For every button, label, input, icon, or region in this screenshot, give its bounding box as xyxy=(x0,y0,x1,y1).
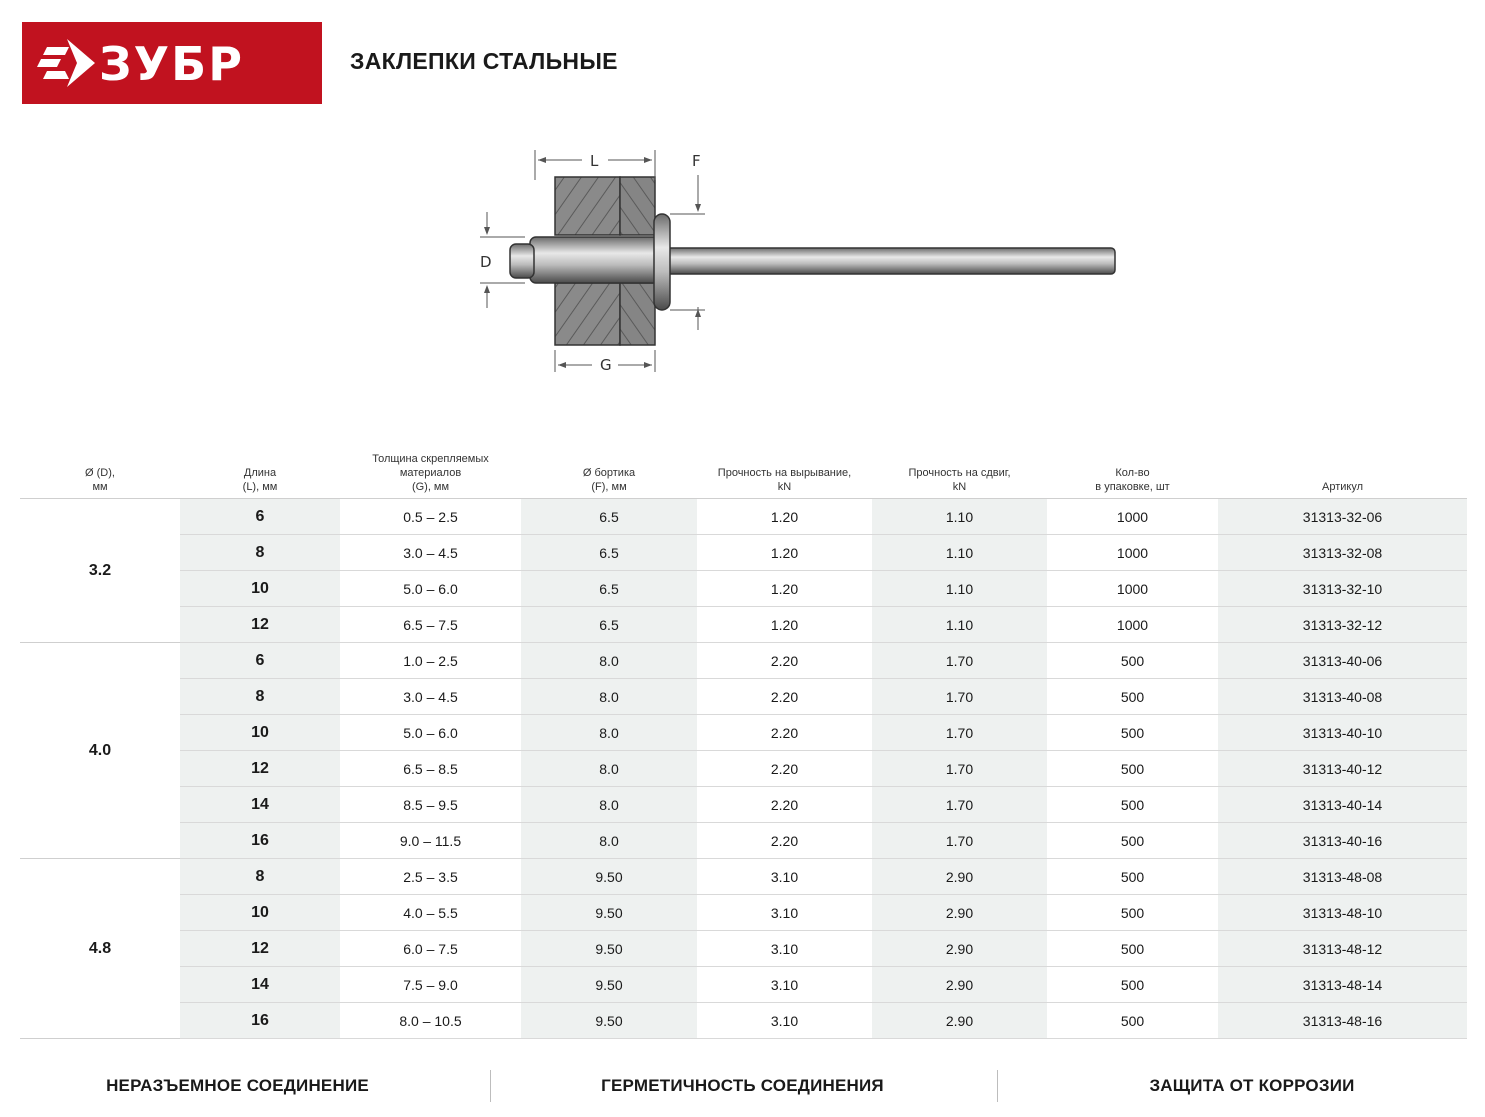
flange-diameter-cell: 6.5 xyxy=(521,607,697,643)
article-number-cell: 31313-48-14 xyxy=(1218,967,1467,1003)
flange-diameter-cell: 8.0 xyxy=(521,823,697,859)
pack-quantity-cell: 500 xyxy=(1047,931,1218,967)
flange-diameter-cell: 6.5 xyxy=(521,499,697,535)
length-cell: 8 xyxy=(180,679,340,715)
col-header-quantity: Кол-во в упаковке, шт xyxy=(1047,452,1218,499)
flange-diameter-cell: 6.5 xyxy=(521,535,697,571)
diameter-cell: 4.8 xyxy=(20,859,180,1039)
col-header-shear: Прочность на сдвиг, kN xyxy=(872,452,1047,499)
shear-strength-cell: 1.10 xyxy=(872,535,1047,571)
article-number-cell: 31313-48-12 xyxy=(1218,931,1467,967)
diameter-cell: 3.2 xyxy=(20,499,180,643)
article-number-cell: 31313-40-06 xyxy=(1218,643,1467,679)
feature-permanent-joint: НЕРАЗЪЕМНОЕ СОЕДИНЕНИЕ xyxy=(106,1076,369,1095)
article-number-cell: 31313-40-08 xyxy=(1218,679,1467,715)
pack-quantity-cell: 1000 xyxy=(1047,571,1218,607)
grip-range-cell: 6.5 – 8.5 xyxy=(340,751,521,787)
length-cell: 10 xyxy=(180,895,340,931)
grip-range-cell: 7.5 – 9.0 xyxy=(340,967,521,1003)
article-number-cell: 31313-40-16 xyxy=(1218,823,1467,859)
pack-quantity-cell: 500 xyxy=(1047,1003,1218,1039)
tensile-strength-cell: 3.10 xyxy=(697,967,872,1003)
length-cell: 10 xyxy=(180,571,340,607)
pack-quantity-cell: 1000 xyxy=(1047,535,1218,571)
brand-name: ЗУБР xyxy=(99,37,244,91)
tensile-strength-cell: 1.20 xyxy=(697,535,872,571)
shear-strength-cell: 1.10 xyxy=(872,607,1047,643)
pack-quantity-cell: 500 xyxy=(1047,859,1218,895)
dim-label-g: G xyxy=(600,356,612,374)
article-number-cell: 31313-32-10 xyxy=(1218,571,1467,607)
length-cell: 10 xyxy=(180,715,340,751)
tensile-strength-cell: 3.10 xyxy=(697,931,872,967)
table-row xyxy=(20,967,1467,1003)
grip-range-cell: 4.0 – 5.5 xyxy=(340,895,521,931)
flange-diameter-cell: 6.5 xyxy=(521,571,697,607)
length-cell: 8 xyxy=(180,535,340,571)
features-bar xyxy=(0,1066,1485,1106)
shear-strength-cell: 2.90 xyxy=(872,859,1047,895)
flange-diameter-cell: 8.0 xyxy=(521,643,697,679)
shear-strength-cell: 1.70 xyxy=(872,679,1047,715)
pack-quantity-cell: 500 xyxy=(1047,715,1218,751)
length-cell: 6 xyxy=(180,499,340,535)
grip-range-cell: 8.5 – 9.5 xyxy=(340,787,521,823)
shear-strength-cell: 2.90 xyxy=(872,895,1047,931)
tensile-strength-cell: 3.10 xyxy=(697,859,872,895)
pack-quantity-cell: 500 xyxy=(1047,751,1218,787)
table-row xyxy=(20,1003,1467,1039)
table-row xyxy=(20,823,1467,859)
page-title: ЗАКЛЕПКИ СТАЛЬНЫЕ xyxy=(350,48,618,74)
pack-quantity-cell: 500 xyxy=(1047,967,1218,1003)
shear-strength-cell: 1.10 xyxy=(872,571,1047,607)
grip-range-cell: 3.0 – 4.5 xyxy=(340,679,521,715)
grip-range-cell: 6.5 – 7.5 xyxy=(340,607,521,643)
pack-quantity-cell: 500 xyxy=(1047,787,1218,823)
feature-divider xyxy=(997,1070,998,1102)
col-header-diameter: Ø (D), мм xyxy=(20,452,180,499)
grip-range-cell: 5.0 – 6.0 xyxy=(340,715,521,751)
shear-strength-cell: 2.90 xyxy=(872,931,1047,967)
table-row xyxy=(20,931,1467,967)
table-row xyxy=(20,643,1467,679)
tensile-strength-cell: 1.20 xyxy=(697,499,872,535)
shear-strength-cell: 1.70 xyxy=(872,751,1047,787)
feature-sealed-joint: ГЕРМЕТИЧНОСТЬ СОЕДИНЕНИЯ xyxy=(601,1076,884,1095)
table-row xyxy=(20,751,1467,787)
grip-range-cell: 6.0 – 7.5 xyxy=(340,931,521,967)
col-header-article: Артикул xyxy=(1218,452,1467,499)
col-header-tensile: Прочность на вырывание, kN xyxy=(697,452,872,499)
table-row xyxy=(20,787,1467,823)
table-row xyxy=(20,859,1467,895)
length-cell: 16 xyxy=(180,1003,340,1039)
length-cell: 14 xyxy=(180,787,340,823)
brand-logo xyxy=(22,22,322,104)
tensile-strength-cell: 2.20 xyxy=(697,715,872,751)
tensile-strength-cell: 2.20 xyxy=(697,643,872,679)
article-number-cell: 31313-40-14 xyxy=(1218,787,1467,823)
pack-quantity-cell: 500 xyxy=(1047,823,1218,859)
shear-strength-cell: 1.70 xyxy=(872,823,1047,859)
table-row xyxy=(20,715,1467,751)
grip-range-cell: 1.0 – 2.5 xyxy=(340,643,521,679)
flange-diameter-cell: 9.50 xyxy=(521,1003,697,1039)
tensile-strength-cell: 1.20 xyxy=(697,571,872,607)
flange-diameter-cell: 9.50 xyxy=(521,895,697,931)
zubr-logo-icon xyxy=(37,33,307,93)
tensile-strength-cell: 1.20 xyxy=(697,607,872,643)
spec-table-body xyxy=(20,499,1467,1039)
article-number-cell: 31313-32-08 xyxy=(1218,535,1467,571)
pack-quantity-cell: 1000 xyxy=(1047,499,1218,535)
article-number-cell: 31313-48-10 xyxy=(1218,895,1467,931)
feature-divider xyxy=(490,1070,491,1102)
col-header-grip: Толщина скрепляемых материалов (G), мм xyxy=(340,452,521,499)
spec-table xyxy=(20,452,1467,1039)
table-row xyxy=(20,679,1467,715)
length-cell: 16 xyxy=(180,823,340,859)
rivet-diagram xyxy=(470,140,1130,390)
tensile-strength-cell: 2.20 xyxy=(697,751,872,787)
table-row xyxy=(20,499,1467,535)
flange-diameter-cell: 9.50 xyxy=(521,859,697,895)
tensile-strength-cell: 3.10 xyxy=(697,895,872,931)
shear-strength-cell: 1.10 xyxy=(872,499,1047,535)
article-number-cell: 31313-48-08 xyxy=(1218,859,1467,895)
dim-label-d: D xyxy=(480,253,492,271)
length-cell: 14 xyxy=(180,967,340,1003)
diameter-cell: 4.0 xyxy=(20,643,180,859)
length-cell: 12 xyxy=(180,607,340,643)
table-row xyxy=(20,571,1467,607)
grip-range-cell: 9.0 – 11.5 xyxy=(340,823,521,859)
table-header-row xyxy=(20,452,1467,499)
flange-diameter-cell: 9.50 xyxy=(521,967,697,1003)
flange-diameter-cell: 9.50 xyxy=(521,931,697,967)
shear-strength-cell: 2.90 xyxy=(872,1003,1047,1039)
flange-diameter-cell: 8.0 xyxy=(521,715,697,751)
pack-quantity-cell: 1000 xyxy=(1047,607,1218,643)
tensile-strength-cell: 3.10 xyxy=(697,1003,872,1039)
article-number-cell: 31313-32-12 xyxy=(1218,607,1467,643)
flange-diameter-cell: 8.0 xyxy=(521,751,697,787)
table-row xyxy=(20,895,1467,931)
col-header-flange: Ø бортика (F), мм xyxy=(521,452,697,499)
pack-quantity-cell: 500 xyxy=(1047,643,1218,679)
tensile-strength-cell: 2.20 xyxy=(697,823,872,859)
article-number-cell: 31313-48-16 xyxy=(1218,1003,1467,1039)
feature-corrosion-protection: ЗАЩИТА ОТ КОРРОЗИИ xyxy=(1149,1076,1355,1095)
length-cell: 12 xyxy=(180,931,340,967)
dim-label-f: F xyxy=(692,152,701,170)
article-number-cell: 31313-40-10 xyxy=(1218,715,1467,751)
flange-diameter-cell: 8.0 xyxy=(521,787,697,823)
length-cell: 12 xyxy=(180,751,340,787)
shear-strength-cell: 1.70 xyxy=(872,715,1047,751)
grip-range-cell: 8.0 – 10.5 xyxy=(340,1003,521,1039)
grip-range-cell: 0.5 – 2.5 xyxy=(340,499,521,535)
table-row xyxy=(20,607,1467,643)
dim-label-l: L xyxy=(590,152,599,170)
shear-strength-cell: 1.70 xyxy=(872,787,1047,823)
pack-quantity-cell: 500 xyxy=(1047,679,1218,715)
flange-diameter-cell: 8.0 xyxy=(521,679,697,715)
tensile-strength-cell: 2.20 xyxy=(697,679,872,715)
pack-quantity-cell: 500 xyxy=(1047,895,1218,931)
grip-range-cell: 2.5 – 3.5 xyxy=(340,859,521,895)
length-cell: 6 xyxy=(180,643,340,679)
length-cell: 8 xyxy=(180,859,340,895)
col-header-length: Длина (L), мм xyxy=(180,452,340,499)
tensile-strength-cell: 2.20 xyxy=(697,787,872,823)
shear-strength-cell: 2.90 xyxy=(872,967,1047,1003)
table-row xyxy=(20,535,1467,571)
shear-strength-cell: 1.70 xyxy=(872,643,1047,679)
article-number-cell: 31313-32-06 xyxy=(1218,499,1467,535)
grip-range-cell: 5.0 – 6.0 xyxy=(340,571,521,607)
article-number-cell: 31313-40-12 xyxy=(1218,751,1467,787)
grip-range-cell: 3.0 – 4.5 xyxy=(340,535,521,571)
